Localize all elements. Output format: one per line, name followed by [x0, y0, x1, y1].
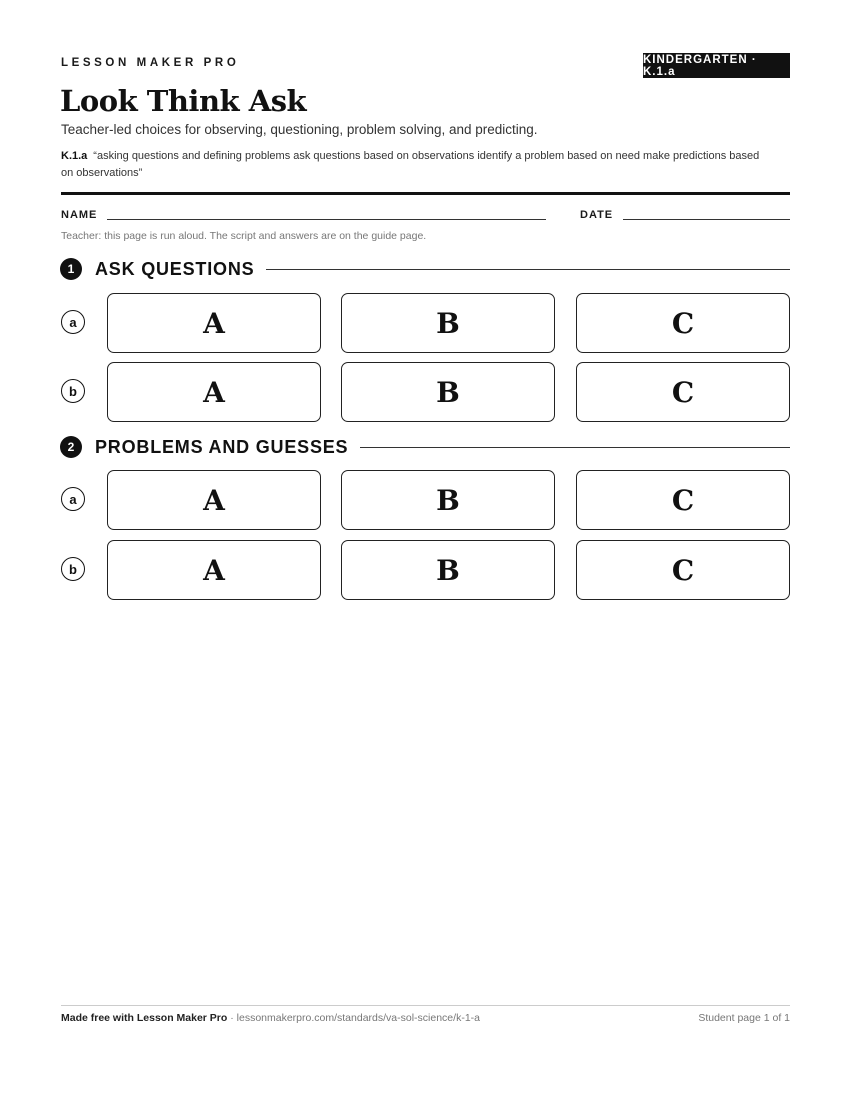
- grade-badge: KINDERGARTEN · K.1.a: [643, 53, 790, 78]
- section-header-ask-questions: [60, 257, 790, 281]
- name-label: NAME: [61, 209, 98, 221]
- choice-box-c[interactable]: C: [576, 293, 790, 353]
- choice-box-c[interactable]: C: [576, 362, 790, 422]
- page-title: Look Think Ask: [60, 84, 307, 118]
- row-letter-badge: b: [61, 557, 85, 581]
- row-letter-badge: a: [61, 487, 85, 511]
- footer-page-number: Student page 1 of 1: [698, 1012, 790, 1024]
- teacher-note: Teacher: this page is run aloud. The script and answers are on the guide page.: [61, 230, 427, 242]
- choice-box-a[interactable]: A: [107, 470, 321, 530]
- footer-url[interactable]: · lessonmakerpro.com/standards/va-sol-science/k-1-a: [227, 1012, 480, 1024]
- question-row: [60, 293, 790, 353]
- choice-box-c[interactable]: C: [576, 540, 790, 600]
- name-field-line[interactable]: [107, 219, 546, 220]
- standard-code: K.1.a: [61, 150, 88, 162]
- standard-description: [61, 148, 761, 181]
- section-number-badge: 1: [60, 258, 82, 280]
- footer-made-with: Made free with Lesson Maker Pro: [61, 1012, 228, 1024]
- question-row: [60, 362, 790, 422]
- footer-credit: [61, 1012, 480, 1024]
- header-divider: [61, 192, 790, 195]
- choice-box-b[interactable]: B: [341, 362, 555, 422]
- page-subtitle: Teacher-led choices for observing, questioning, problem solving, and predicting.: [61, 122, 538, 137]
- section-title: PROBLEMS AND GUESSES: [95, 436, 349, 457]
- question-row: [60, 470, 790, 530]
- choice-box-a[interactable]: A: [107, 540, 321, 600]
- brand-name: LESSON MAKER PRO: [61, 57, 240, 69]
- choice-box-c[interactable]: C: [576, 470, 790, 530]
- section-title: ASK QUESTIONS: [95, 258, 255, 279]
- date-label: DATE: [580, 209, 614, 221]
- choice-box-a[interactable]: A: [107, 362, 321, 422]
- choice-box-b[interactable]: B: [341, 470, 555, 530]
- choice-box-b[interactable]: B: [341, 540, 555, 600]
- section-number-badge: 2: [60, 436, 82, 458]
- section-header-problems-and-guesses: [60, 435, 790, 459]
- section-divider: [360, 447, 790, 448]
- row-letter-badge: a: [61, 310, 85, 334]
- footer-divider: [61, 1005, 790, 1006]
- choice-box-a[interactable]: A: [107, 293, 321, 353]
- section-divider: [266, 269, 790, 270]
- date-field-line[interactable]: [623, 219, 790, 220]
- standard-text: “asking questions and defining problems ask questions based on observations identify a problem based on need make predictions based on observations”: [61, 150, 760, 179]
- choice-box-b[interactable]: B: [341, 293, 555, 353]
- row-letter-badge: b: [61, 379, 85, 403]
- question-row: [60, 540, 790, 600]
